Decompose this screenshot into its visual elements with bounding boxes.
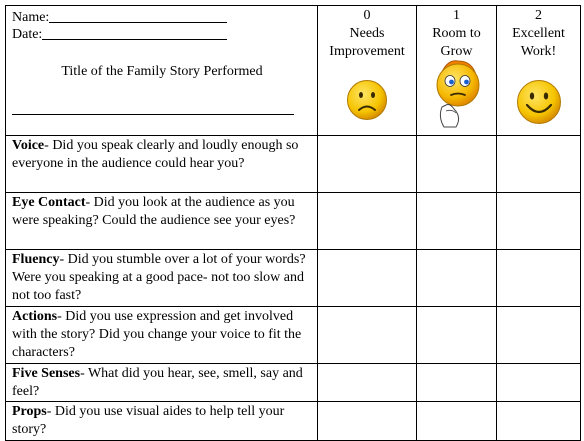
criterion-row-props xyxy=(6,402,581,441)
score-label-line: Work! xyxy=(520,44,557,59)
score-cell-0[interactable] xyxy=(318,402,417,441)
score-cell-2[interactable] xyxy=(497,250,581,307)
score-label-line: Grow xyxy=(440,44,473,59)
score-label-line: Room to xyxy=(432,26,481,41)
date-field[interactable] xyxy=(12,26,227,43)
criterion-row-actions xyxy=(6,307,581,364)
date-label: Date: xyxy=(12,27,43,42)
score-cell-2[interactable] xyxy=(497,402,581,441)
date-blank-line[interactable] xyxy=(42,26,227,40)
score-cell-1[interactable] xyxy=(417,364,497,402)
criterion-description xyxy=(6,307,318,364)
story-title-blank-line[interactable] xyxy=(12,114,294,115)
criterion-name: Five Senses xyxy=(12,366,81,381)
criterion-text: - Did you use expression and get involved with the story? Did you change your voice to fit the characters? xyxy=(12,309,302,360)
criterion-description xyxy=(6,136,318,193)
name-field[interactable] xyxy=(12,9,227,26)
criterion-name: Fluency xyxy=(12,252,60,267)
score-cell-0[interactable] xyxy=(318,250,417,307)
student-info-cell xyxy=(6,6,318,136)
criterion-text: - Did you stumble over a lot of your words? Were you speaking at a good pace- not too slow and not too fast? xyxy=(12,252,306,303)
name-blank-line[interactable] xyxy=(49,9,227,23)
score-cell-1[interactable] xyxy=(417,250,497,307)
score-label-line: Excellent xyxy=(512,26,565,41)
smiley-face-icon xyxy=(515,79,563,125)
criterion-text: - Did you use visual aides to help tell your story? xyxy=(12,404,285,437)
criterion-name: Voice xyxy=(12,138,45,153)
rubric-header-row xyxy=(6,6,581,136)
score-cell-0[interactable] xyxy=(318,136,417,193)
score-number: 1 xyxy=(453,8,460,23)
score-header-0 xyxy=(318,6,417,136)
criterion-name: Eye Contact xyxy=(12,195,86,210)
score-cell-1[interactable] xyxy=(417,193,497,250)
score-cell-1[interactable] xyxy=(417,136,497,193)
score-cell-0[interactable] xyxy=(318,193,417,250)
score-cell-2[interactable] xyxy=(497,364,581,402)
criterion-description xyxy=(6,193,318,250)
score-cell-2[interactable] xyxy=(497,307,581,364)
name-label: Name: xyxy=(12,10,50,25)
criterion-row-five-senses xyxy=(6,364,581,402)
criterion-text: - What did you hear, see, smell, say and feel? xyxy=(12,366,303,399)
sad-face-icon xyxy=(346,79,388,121)
score-cell-2[interactable] xyxy=(497,193,581,250)
criterion-name: Actions xyxy=(12,309,58,324)
score-cell-0[interactable] xyxy=(318,307,417,364)
rubric-table xyxy=(5,5,581,441)
score-header-2 xyxy=(497,6,581,136)
score-cell-0[interactable] xyxy=(318,364,417,402)
criterion-text: - Did you speak clearly and loudly enough so everyone in the audience could hear you? xyxy=(12,138,299,171)
score-number: 0 xyxy=(363,8,371,23)
score-cell-1[interactable] xyxy=(417,402,497,441)
criterion-description xyxy=(6,364,318,402)
criterion-row-eye-contact xyxy=(6,193,581,250)
criterion-row-fluency xyxy=(6,250,581,307)
thinking-face-icon xyxy=(432,55,482,131)
criterion-description xyxy=(6,250,318,307)
criterion-row-voice xyxy=(6,136,581,193)
score-label-line: Improvement xyxy=(329,44,405,59)
score-cell-2[interactable] xyxy=(497,136,581,193)
story-title-label: Title of the Family Story Performed xyxy=(61,64,263,79)
score-cell-1[interactable] xyxy=(417,307,497,364)
criterion-name: Props xyxy=(12,404,47,419)
score-number: 2 xyxy=(535,8,542,23)
score-header-1 xyxy=(417,6,497,136)
score-label-line: Needs xyxy=(349,26,385,41)
criterion-description xyxy=(6,402,318,441)
criterion-text: - Did you look at the audience as you were speaking? Could the audience see your eyes? xyxy=(12,195,296,228)
